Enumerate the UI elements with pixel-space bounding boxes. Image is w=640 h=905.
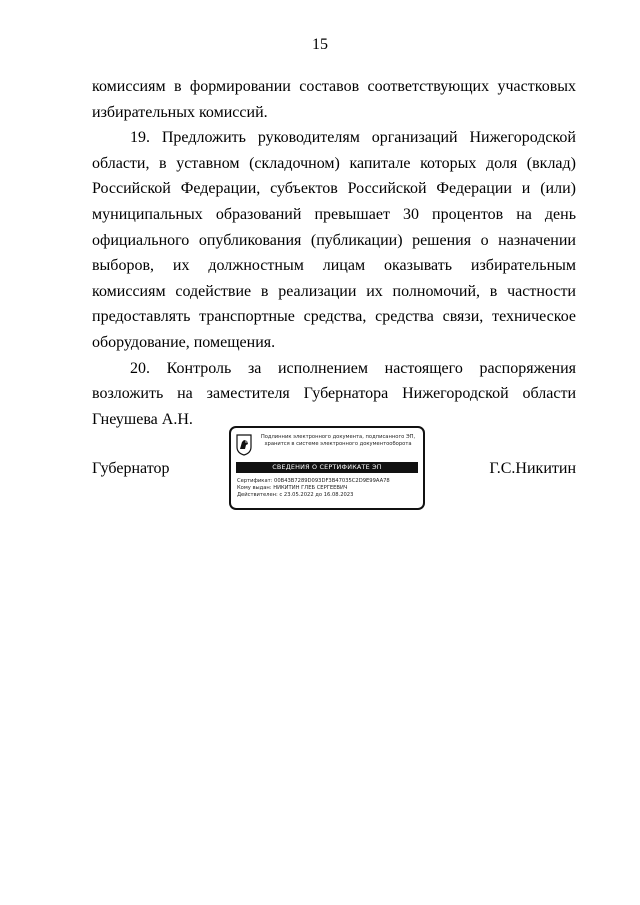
certificate-validity: Действителен: с 23.05.2022 до 16.08.2023 bbox=[237, 492, 354, 499]
page-number: 15 bbox=[312, 36, 328, 53]
paragraph-20: 20. Контроль за исполнением настоящего распоряжения возложить на заместителя Губернатора Нижегородской области Гнеушева А.Н. bbox=[92, 359, 576, 428]
signer-name: Г.С.Никитин bbox=[489, 460, 576, 477]
paragraph-19: 19. Предложить руководителям организаций Нижегородской области, в уставном (складочном) капитале которых доля (вклад) Российской Федерации, субъектов Российской Федерации и (или) муниципальных образований превышает 30 процентов на день официального опубликования (публикации) решения о назначении выборов, их должностным лицам оказывать избирательным комиссиям содействие в реализации их полномочий, в частности предоставлять транспортные средства, средства связи, техническое оборудование, помещения. bbox=[92, 129, 576, 351]
electronic-signature-stamp bbox=[229, 426, 425, 510]
signature-block bbox=[92, 424, 576, 514]
certificate-info-bar: СВЕДЕНИЯ О СЕРТИФИКАТЕ ЭП bbox=[236, 462, 418, 473]
certificate-owner: Кому выдан: НИКИТИН ГЛЕБ СЕРГЕЕВИЧ bbox=[237, 485, 348, 492]
coat-of-arms-icon bbox=[236, 434, 252, 456]
paragraph-continuation: комиссиям в формировании составов соответствующих участковых избирательных комиссий. bbox=[92, 78, 576, 121]
stamp-header-line: хранится в системе электронного документооборота bbox=[264, 441, 412, 447]
document-body bbox=[92, 74, 576, 432]
certificate-details bbox=[237, 478, 421, 500]
stamp-header-line: Подлинник электронного документа, подписанного ЭП, bbox=[260, 434, 416, 440]
certificate-number: Сертификат: 00B43B7289D093DF3B47035C2D9E99AA78 bbox=[237, 478, 390, 484]
stamp-header bbox=[257, 434, 419, 448]
signer-title: Губернатор bbox=[92, 460, 170, 477]
